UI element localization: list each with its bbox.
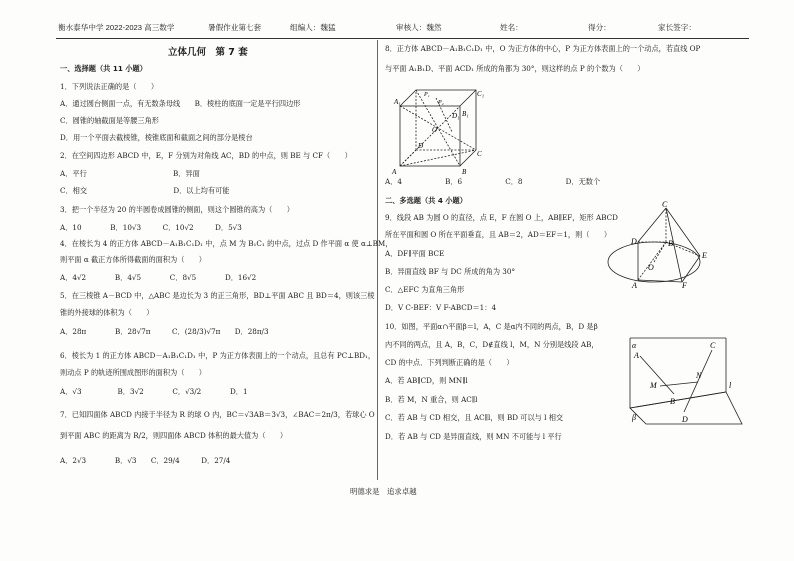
header-reviewer: 审核人：魏然 — [396, 23, 442, 32]
fig3-label-d: D — [682, 415, 688, 424]
header-name: 姓名： — [500, 23, 523, 32]
header-assignment: 暑假作业第七套 — [208, 23, 262, 32]
cube-label-d: D — [418, 142, 424, 150]
q10-stem: 10．如图，平面α∩平面β＝l，A，C 是α内不同的两点，B，D 是β — [385, 322, 598, 331]
q1-option-d: D．用一个平面去截棱锥，棱锥底面和截面之间的部分是棱台 — [60, 133, 253, 142]
fig2-label-b: B — [668, 239, 673, 248]
q9-option-d: D．V C-BEF：V F-ABCD＝1：4 — [385, 303, 497, 312]
q10-option-c: C．若 AB 与 CD 相交，且 AC∥l，则 BD 可以与 l 相交 — [385, 413, 564, 422]
q6-stem: 6．棱长为 1 的正方体 ABCD－A₁B₁C₁D₁ 中，P 为正方体表面上的一个动点，且总有 PC⊥BD₁， — [60, 351, 376, 360]
cube-label-c1: C₁ — [477, 90, 485, 98]
q10-option-d: D．若 AB 与 CD 是异面直线，则 MN 不可能与 l 平行 — [385, 432, 562, 441]
q4-options: A．4√2 B．4√5 C．8√5 D．16√2 — [60, 273, 257, 282]
q4-stem: 4．在棱长为 4 的正方体 ABCD－A₁B₁C₁D₁ 中，点 M 为 B₁C₁ 的中点，过点 D 作平面 α 使 α⊥BM， — [60, 239, 393, 248]
fig3-label-n: N — [696, 371, 702, 380]
cube-label-c: C — [477, 150, 482, 158]
cube-label-p1: P₁ — [424, 92, 430, 98]
q10-option-a: A．若 AB∥CD，则 MN∥l — [385, 376, 468, 385]
q8-options: A．4 B．6 C．8 D．无数个 — [385, 177, 601, 186]
q9-option-c: C．△EFC 为直角三角形 — [385, 285, 465, 294]
q2-stem: 2．在空间四边形 ABCD 中，E，F 分别为对角线 AC，BD 的中点，则 BE 与 CF（ ） — [60, 151, 352, 160]
fig2-label-c: C — [662, 200, 668, 209]
cube-label-b1: B₁ — [462, 110, 469, 118]
q1-options-ab: A．通过圆台侧面一点，有无数条母线 B．棱柱的底面一定是平行四边形 — [60, 99, 301, 108]
q8-stem-cont: 与平面 A₁B₁D、平面 ACD₁ 所成的角都为 30°，则这样的点 P 的个数为（ ） — [385, 64, 645, 73]
q5-stem: 5．在三棱锥 A－BCD 中，△ABC 是边长为 3 的正三角形，BD⊥平面 ABC 且 BD＝4，则该三棱 — [60, 291, 375, 300]
q6-options: A．√3 B．3√2 C．√3/2 D．1 — [60, 387, 248, 396]
q9-stem: 9．线段 AB 为圆 O 的直径，点 E，F 在圆 O 上，AB∥EF，矩形 ABCD — [385, 213, 618, 222]
section-heading-choice: 一、选择题（共 11 小题） — [60, 64, 147, 73]
q7-stem: 7．已知四面体 ABCD 内接于半径为 R 的球 O 内，BC＝√3AB＝3√3，∠BAC＝2π/3，若球心 O — [60, 410, 375, 419]
cube-label-a1: A₁ — [394, 98, 401, 106]
cube-label-p2: P₂ — [438, 100, 444, 106]
q3-stem: 3．把一个半径为 20 的半圆卷成圆锥的侧面，则这个圆锥的高为（ ） — [60, 205, 294, 214]
cube-label-o: O — [432, 126, 438, 134]
q5-options: A．28π B．28√7π C．(28/3)√7π D．28π/3 — [60, 327, 269, 336]
q9-option-a: A．DF∥平面 BCE — [385, 249, 445, 258]
q1-option-c: C．圆锥的轴截面是等腰三角形 — [60, 116, 159, 125]
page-header — [58, 22, 748, 36]
header-parent-signature: 家长签字： — [658, 23, 696, 32]
cube-label-b: B — [462, 168, 467, 176]
q9-stem-cont: 所在平面和圆 O 所在平面垂直，且 AB＝2，AD＝EF＝1，则（ ） — [385, 230, 612, 239]
q1-stem: 1．下列说法正确的是（ ） — [60, 82, 159, 91]
q10-option-b: B．若 M，N 重合，则 AC∥l — [385, 395, 478, 404]
cube-label-d1: D₁ — [452, 112, 460, 120]
fig3-label-a: A — [634, 351, 639, 360]
fig2-label-e: E — [702, 251, 707, 260]
q10-stem-cont2: CD 的中点．下列判断正确的是（ ） — [385, 358, 514, 367]
cube-figure — [392, 84, 485, 176]
header-score: 得分： — [588, 23, 611, 32]
q2-options-cd: C．相交 D．以上均有可能 — [60, 186, 230, 195]
fig3-label-beta: β — [632, 413, 636, 422]
header-compiler: 组编人：魏猛 — [290, 23, 336, 32]
fig2-label-d: D — [631, 237, 637, 246]
header-school: 衡水泰华中学 2022-2023 高三数学 — [58, 23, 175, 32]
fig3-label-b: B — [670, 397, 675, 406]
fig2-label-f: F — [682, 281, 687, 290]
section-heading-multi: 二、多选题（共 4 小题） — [385, 196, 467, 205]
q10-stem-cont: 内不同的两点，且 A，B，C，D∉直线 l，M，N 分别是线段 AB， — [385, 340, 599, 349]
q8-stem: 8．正方体 ABCD－A₁B₁C₁D₁ 中，O 为正方体的中心，P 为正方体表面上的一个动点，若直线 OP — [385, 44, 701, 53]
fig3-label-m: M — [650, 381, 657, 390]
column-divider — [377, 40, 378, 480]
page-footer: 明德求是 追求卓越 — [350, 487, 417, 496]
q7-stem-cont: 到平面 ABC 的距离为 R/2，则四面体 ABCD 体积的最大值为（ ） — [60, 431, 288, 440]
q4-stem-cont: 则平面 α 截正方体所得截面的面积为（ ） — [60, 255, 206, 264]
two-planes-figure — [626, 336, 746, 426]
q3-options: A．10 B．10√3 C．10√2 D．5√3 — [60, 223, 242, 232]
circle-rectangle-figure — [604, 200, 714, 290]
header-rule — [56, 38, 749, 39]
q5-stem-cont: 锥的外接球的体积为（ ） — [60, 308, 154, 317]
q2-options-ab: A．平行 B．异面 — [60, 169, 200, 178]
fig2-label-o: O — [648, 263, 654, 272]
q6-stem-cont: 则动点 P 的轨迹所围成图形的面积为（ ） — [60, 368, 206, 377]
q9-option-b: B．异面直线 BF 与 DC 所成的角为 30° — [385, 267, 516, 276]
fig2-label-a: A — [632, 281, 637, 290]
fig3-label-alpha: α — [632, 341, 637, 350]
cube-label-a: A — [392, 168, 397, 176]
page-title: 立体几何 第 7 套 — [168, 47, 248, 58]
fig3-label-c: C — [710, 341, 716, 350]
q7-options: A．2√3 B．√3 C．29/4 D．27/4 — [60, 456, 231, 465]
fig3-label-l: l — [729, 381, 732, 390]
